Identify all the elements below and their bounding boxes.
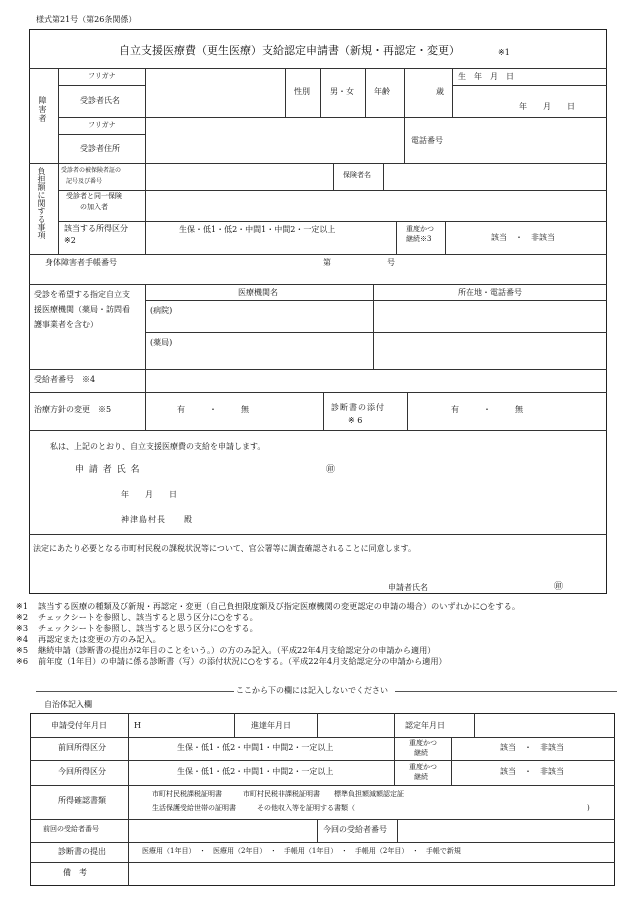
birth-ymd[interactable]: 年 月 日: [519, 102, 575, 111]
progress-date-label: 進達年月日: [251, 721, 291, 730]
note-text: 前年度（1年目）の申請に係る診断書（写）の添付状況に○をする。（平成22年4月支給認定分の申請から適用）: [38, 656, 447, 666]
recipient-number-field[interactable]: [146, 370, 606, 391]
prev-severe-label-1: 重度かつ: [409, 739, 437, 747]
institution-label-3: 護事業者を含む）: [34, 320, 98, 329]
patient-name-field[interactable]: [146, 69, 284, 116]
same-insurance-label-1: 受診者と同一保険: [66, 192, 122, 200]
birth-label: 生 年 月 日: [458, 72, 514, 81]
form-title: 自立支援医療費（更生医療）支給認定申請書（新規・再認定・変更）: [119, 44, 460, 57]
note-mark: ※4: [16, 634, 29, 644]
curr-severe-label-1: 重度かつ: [409, 763, 437, 771]
consent-applicant-label: 申請者氏名: [388, 583, 428, 592]
prev-income-label: 前回所得区分: [58, 743, 106, 752]
insured-label-2: 記号及び番号: [66, 178, 103, 185]
remarks-label: 備 考: [63, 868, 87, 877]
receipt-date-value[interactable]: H: [134, 721, 141, 730]
institution-address-header: 所在地・電話番号: [458, 288, 522, 297]
form-number: 様式第21号（第26条関係）: [36, 15, 137, 24]
institution-name-header: 医療機関名: [238, 288, 278, 297]
insurer-field[interactable]: [384, 164, 606, 189]
note-text: チェックシートを参照し、該当すると思う区分に○をする。: [38, 612, 258, 622]
prev-severe-label-2: 継続: [414, 749, 428, 757]
curr-severe-label-2: 継続: [414, 773, 428, 781]
phone-field[interactable]: [453, 118, 606, 162]
curr-income-options[interactable]: 生保・低1・低2・中間1・中間2・一定以上: [177, 767, 334, 776]
office-table: [30, 713, 615, 886]
curr-income-label: 今回所得区分: [58, 767, 106, 776]
attach-options[interactable]: 有 ・ 無: [451, 405, 523, 414]
address-field[interactable]: [146, 118, 403, 162]
attach-label-2: ※ 6: [348, 416, 363, 425]
prev-recipient-field[interactable]: [129, 820, 316, 841]
note-mark: ※1: [16, 601, 29, 611]
note-text: 継続申請（診断書の提出が2年目のことをいう。）の方のみ記入。（平成22年4月支給認定分の申請から適用）: [38, 645, 436, 655]
income-docs-line2[interactable]: 生活保護受給世帯の証明書 その他収入等を証明する書類（: [152, 804, 355, 812]
remarks-field[interactable]: [129, 863, 614, 885]
furigana-label-2: フリガナ: [88, 121, 116, 129]
hospital-name-field[interactable]: [146, 301, 372, 331]
age-unit: 歳: [436, 87, 444, 96]
income-docs-close: ): [587, 804, 590, 812]
burden-section-label: 負担額に関する事項: [37, 167, 46, 239]
phone-label: 電話番号: [411, 136, 443, 145]
income-options[interactable]: 生保・低1・低2・中間1・中間2・一定以上: [179, 225, 336, 234]
note-text: チェックシートを参照し、該当すると思う区分に○をする。: [38, 623, 258, 633]
insured-number-field[interactable]: [146, 164, 332, 189]
prev-severe-options[interactable]: 該当 ・ 非該当: [500, 743, 564, 752]
note-mark: ※3: [16, 623, 29, 633]
severe-label-2: 継続※3: [406, 235, 432, 243]
receipt-date-label: 申請受付年月日: [51, 721, 107, 730]
sex-options[interactable]: 男・女: [330, 87, 354, 96]
income-docs-line1[interactable]: 市町村民税課税証明書 市町村民税非課税証明書 標準負担額減額認定証: [152, 790, 404, 798]
hospital-label: (病院): [150, 306, 173, 315]
pharmacy-address-field[interactable]: [374, 333, 606, 368]
consent-name-field[interactable]: [445, 580, 545, 593]
application-statement: 私は、上記のとおり、自立支援医療費の支給を申請します。: [50, 442, 266, 451]
applicant-name-label: 申 請 者 氏 名: [75, 465, 141, 475]
curr-severe-options[interactable]: 該当 ・ 非該当: [500, 767, 564, 776]
consent-seal: ㊞: [554, 582, 564, 592]
note-mark: ※6: [16, 656, 29, 666]
pharmacy-label: (薬局): [150, 338, 173, 347]
same-insurance-label-2: の加入者: [80, 203, 108, 211]
note-text: 再認定または変更の方のみ記入。: [38, 634, 161, 644]
diagnosis-label: 診断書の提出: [58, 847, 106, 856]
age-field[interactable]: [405, 69, 451, 116]
patient-name-label: 受診者氏名: [80, 96, 120, 105]
income-label-2: ※2: [64, 236, 76, 245]
age-label: 年齢: [374, 87, 390, 96]
recipient-number-label: 受給者番号 ※4: [34, 375, 96, 384]
note-mark: ※2: [16, 612, 29, 622]
note-mark: ※5: [16, 645, 29, 655]
treatment-change-label: 治療方針の変更 ※5: [34, 405, 112, 414]
severe-options[interactable]: 該当 ・ 非該当: [491, 233, 555, 242]
insured-label-1: 受診者の被保険者証の: [61, 167, 122, 174]
curr-recipient-label: 今回の受給者番号: [323, 825, 387, 834]
title-note: ※1: [498, 48, 510, 57]
divider-text: ここから下の欄には記入しないでください: [236, 686, 388, 695]
same-insurance-field[interactable]: [146, 191, 606, 220]
insurer-label: 保険者名: [343, 171, 371, 179]
address-label: 受診者住所: [80, 144, 120, 153]
prev-recipient-label: 前回の受給者番号: [43, 825, 99, 833]
handbook-value[interactable]: 第 号: [323, 258, 395, 267]
attach-label-1: 診断書の添付: [331, 403, 385, 412]
diagnosis-options[interactable]: 医療用（1年目） ・ 医療用（2年目） ・ 手帳用（1年目） ・ 手帳用（2年目） ・ 手帳で新規: [142, 847, 461, 855]
income-label-1: 該当する所得区分: [64, 224, 128, 233]
application-date[interactable]: 年 月 日: [121, 490, 177, 499]
sex-label: 性別: [294, 87, 310, 96]
handbook-label: 身体障害者手帳番号: [45, 258, 117, 267]
prev-income-options[interactable]: 生保・低1・低2・中間1・中間2・一定以上: [177, 743, 334, 752]
curr-recipient-field[interactable]: [398, 820, 614, 841]
addressee: 神津島村長 殿: [121, 515, 193, 524]
progress-date-field[interactable]: [318, 714, 393, 736]
applicant-seal: ㊞: [326, 465, 336, 475]
office-title: 自治体記入欄: [44, 700, 92, 709]
furigana-label: フリガナ: [88, 72, 116, 80]
institution-label-2: 援医療機関（薬局・訪問看: [34, 305, 130, 314]
divider-line-left: [36, 691, 234, 692]
institution-label-1: 受診を希望する指定自立支: [34, 290, 130, 299]
consent-text: 法定にあたり必要となる市町村民税の課税状況等について、官公署等に調査確認されることに同意します。: [33, 544, 417, 553]
note-text: 該当する医療の種類及び新規・再認定・変更（自己負担限度額及び指定医療機関の変更認定の申請の場合）のいずれかに○をする。: [38, 601, 521, 611]
treatment-change-options[interactable]: 有 ・ 無: [177, 405, 249, 414]
approval-date-field[interactable]: [475, 714, 614, 736]
income-docs-label: 所得確認書類: [58, 796, 106, 805]
divider-line-right: [395, 691, 617, 692]
severe-label-1: 重度かつ: [406, 225, 434, 233]
pharmacy-name-field[interactable]: [146, 333, 372, 368]
approval-date-label: 認定年月日: [405, 721, 445, 730]
hospital-address-field[interactable]: [374, 301, 606, 331]
patient-section-label: 障害者: [38, 96, 47, 123]
applicant-name-field[interactable]: [150, 462, 320, 478]
